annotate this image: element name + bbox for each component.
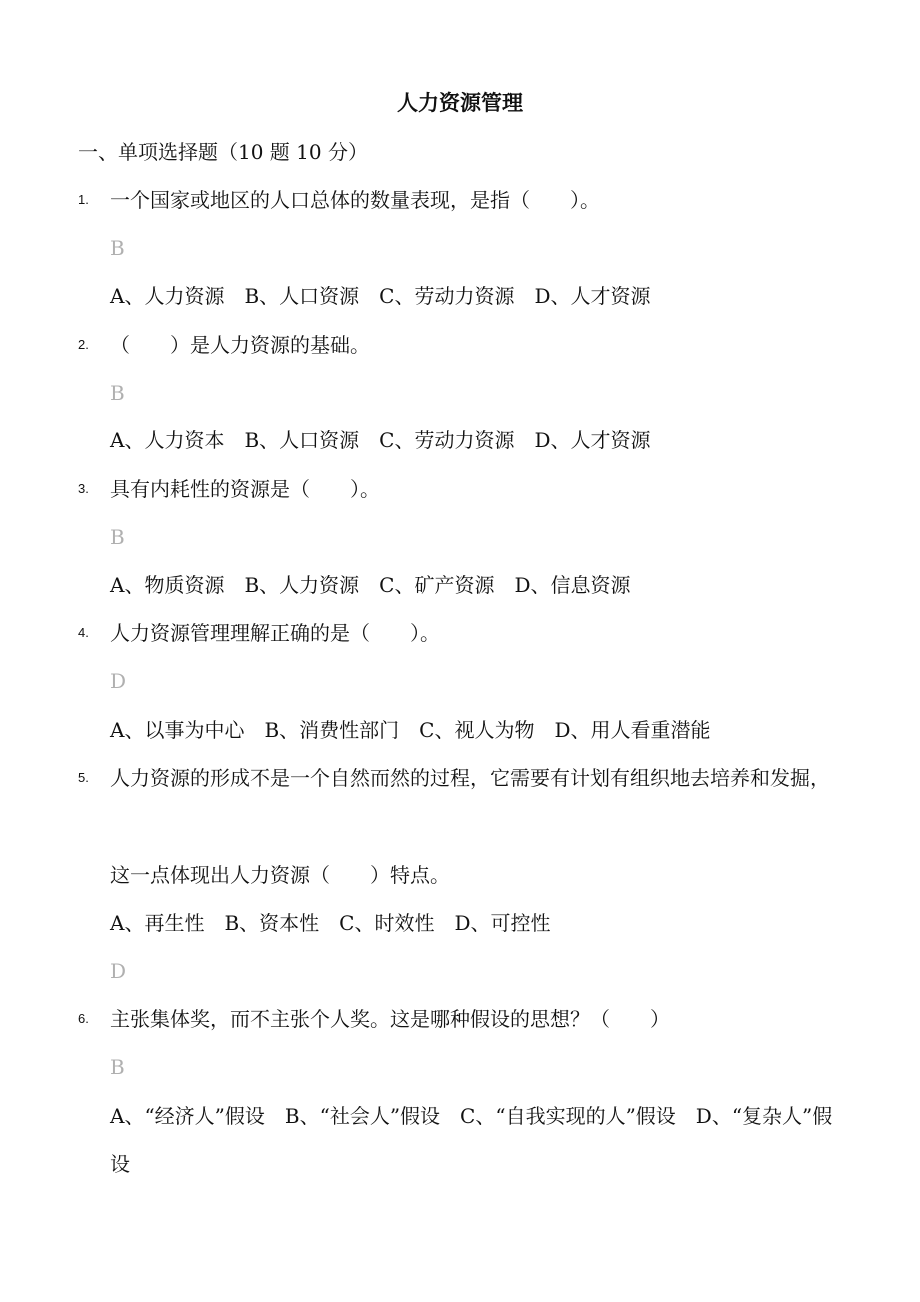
question-answer: D	[110, 959, 127, 983]
question-answer: B	[110, 381, 125, 405]
question-options: A、以事为中心 B、消费性部门 C、视人为物 D、用人看重潜能	[110, 718, 711, 742]
question-answer: B	[110, 236, 125, 260]
question-options: A、物质资源 B、人力资源 C、矿产资源 D、信息资源	[110, 573, 631, 597]
question-options: A、“经济人”假设 B、“社会人”假设 C、“自我实现的人”假设 D、“复杂人”假设	[110, 1104, 833, 1176]
question-number: 6.	[78, 1011, 89, 1026]
question-text: 人力资源管理理解正确的是（ ）。	[110, 621, 440, 645]
question-number: 4.	[78, 625, 89, 640]
section-heading: 一、单项选择题（10 题 10 分）	[78, 140, 368, 164]
question-number: 1.	[78, 192, 89, 207]
question-options: A、再生性 B、资本性 C、时效性 D、可控性	[110, 911, 551, 935]
question-options: A、人力资本 B、人口资源 C、劳动力资源 D、人才资源	[110, 428, 651, 452]
question-text: 人力资源的形成不是一个自然而然的过程，它需要有计划有组织地去培养和发掘，	[110, 766, 830, 790]
question-answer: D	[110, 669, 127, 693]
question-number: 2.	[78, 337, 89, 352]
question-number: 5.	[78, 770, 89, 785]
question-options: A、人力资源 B、人口资源 C、劳动力资源 D、人才资源	[110, 284, 651, 308]
question-text: 具有内耗性的资源是（ ）。	[110, 477, 380, 501]
question-text: （ ）是人力资源的基础。	[110, 333, 370, 357]
question-number: 3.	[78, 481, 89, 496]
question-text: 主张集体奖，而不主张个人奖。这是哪种假设的思想？（ ）	[110, 1007, 670, 1031]
question-answer: B	[110, 525, 125, 549]
question-answer: B	[110, 1055, 125, 1079]
question-text-continued: 这一点体现出人力资源（ ）特点。	[110, 863, 450, 887]
document-title: 人力资源管理	[397, 90, 523, 115]
question-text: 一个国家或地区的人口总体的数量表现，是指（ ）。	[110, 188, 600, 212]
